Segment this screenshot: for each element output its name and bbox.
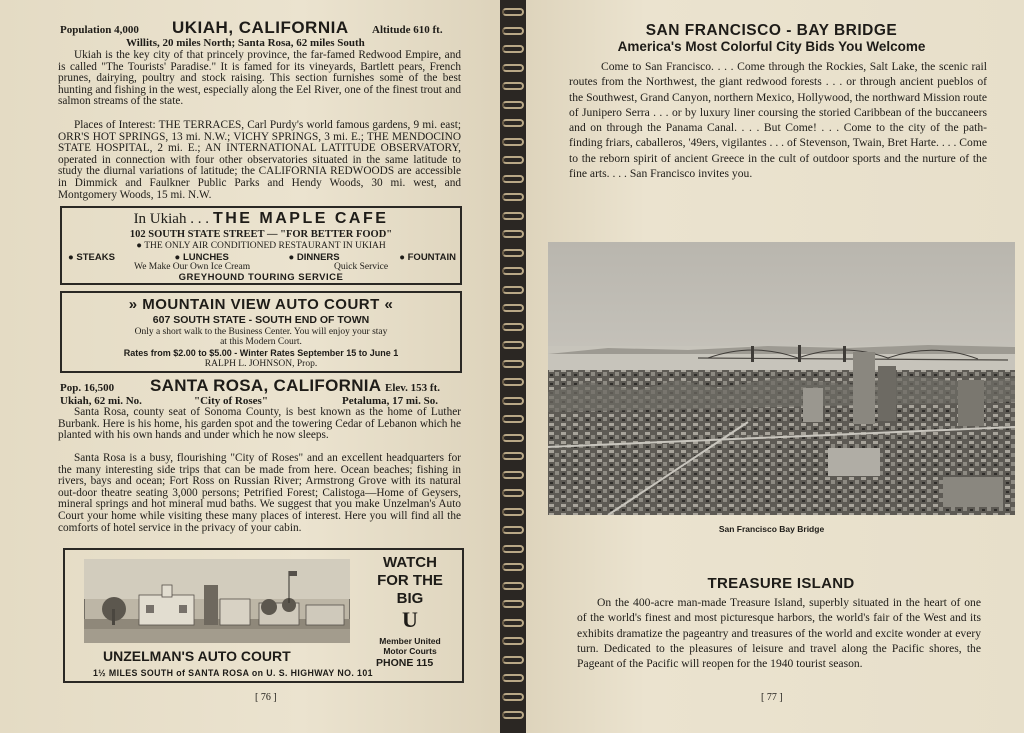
left-page bbox=[0, 0, 505, 733]
menu-item-steaks: ● STEAKS bbox=[68, 252, 115, 263]
coil bbox=[502, 193, 524, 201]
coil bbox=[502, 64, 524, 72]
ukiah-altitude: Altitude 610 ft. bbox=[372, 24, 443, 36]
santa-rosa-title: SANTA ROSA, CALIFORNIA bbox=[150, 376, 382, 395]
city-photo bbox=[548, 242, 1015, 515]
sf-intro: Come to San Francisco. . . . Come through the Rockies, Salt Lake, the scenic rail routes from the Northwest, the giant redwood forests . . . or through ancient pueblos of the Southwest, Grand Canyon, northern Mexico, Hollywood, the northward Mission route of Junipero Serra . . . or by luxury liner coursing the storied Caribbean of the buccaneers and on through the Panama Canal. . . . But Come! . . . Come to the city of the path-finding friars, caballeros, '49ers, vigilantes . . . of Stevenson, Twain, Bret Harte. . . . Come to the reborn spirit of ancient Greece in the cult of outdoor sports and the nurture of the fine arts. . . . San Francisco invites you. bbox=[569, 60, 987, 181]
coil bbox=[502, 119, 524, 127]
coil bbox=[502, 138, 524, 146]
maple-cafe-name: THE MAPLE CAFE bbox=[212, 210, 389, 227]
coil bbox=[502, 415, 524, 423]
coil bbox=[502, 526, 524, 534]
coil bbox=[502, 397, 524, 405]
coil bbox=[502, 582, 524, 590]
coil bbox=[502, 45, 524, 53]
coil bbox=[502, 304, 524, 312]
coil bbox=[502, 489, 524, 497]
coil bbox=[502, 545, 524, 553]
treasure-text: On the 400-acre man-made Treasure Island, superbly situated in the heart of one of the world's finest and most picturesque harbors, the world's fair of the West and its exhibits dramatize the pageantry and treasures of the world and excite wonder at every turn. Dedicated to the pleasures of leisure and travel along the Pacific shores, the Pageant of the Pacific will reopen for the 1940 tourist season. bbox=[577, 596, 981, 671]
treasure-title: TREASURE ISLAND bbox=[707, 575, 855, 592]
maple-cafe-menu bbox=[68, 252, 456, 263]
coil bbox=[502, 360, 524, 368]
ukiah-population: Population 4,000 bbox=[60, 24, 139, 36]
coil bbox=[502, 637, 524, 645]
coil bbox=[502, 656, 524, 664]
bullet-icon: ● bbox=[136, 241, 142, 251]
santa-rosa-sub-left: Ukiah, 62 mi. No. bbox=[60, 395, 142, 407]
watch-line-3: BIG bbox=[396, 590, 424, 607]
menu-item-dinners: ● DINNERS bbox=[288, 252, 340, 263]
unzelman-ad bbox=[63, 548, 464, 683]
menu-item-lunches: ● LUNCHES bbox=[174, 252, 229, 263]
ukiah-title: UKIAH, CALIFORNIA bbox=[172, 18, 349, 37]
santa-rosa-population: Pop. 16,500 bbox=[60, 382, 115, 394]
maple-cafe-ad bbox=[60, 206, 462, 285]
coil bbox=[502, 508, 524, 516]
unzelman-phone: PHONE 115 bbox=[376, 657, 434, 669]
member-block bbox=[365, 636, 455, 656]
santa-rosa-elevation: Elev. 153 ft. bbox=[385, 382, 440, 394]
maple-cafe-prefix: In Ukiah . . . bbox=[133, 211, 209, 227]
coil bbox=[502, 323, 524, 331]
coil bbox=[502, 600, 524, 608]
spiral-binding-icon bbox=[500, 0, 526, 733]
coil bbox=[502, 563, 524, 571]
bullet-icon: ● bbox=[68, 252, 77, 263]
member-line-2: Motor Courts bbox=[383, 646, 437, 656]
menu-item-fountain: ● FOUNTAIN bbox=[399, 252, 456, 263]
bullet-icon: ● bbox=[399, 252, 408, 263]
coil bbox=[502, 434, 524, 442]
coil bbox=[502, 674, 524, 682]
coil bbox=[502, 212, 524, 220]
santa-rosa-sub-mid: "City of Roses" bbox=[194, 395, 268, 407]
coil bbox=[502, 27, 524, 35]
watch-line-2: FOR THE bbox=[377, 572, 443, 589]
maple-cafe-service: GREYHOUND TOURING SERVICE bbox=[178, 272, 344, 283]
mountain-view-name: » MOUNTAIN VIEW AUTO COURT « bbox=[128, 296, 394, 313]
coil bbox=[502, 693, 524, 701]
unzelman-location: 1½ MILES SOUTH of SANTA ROSA on U. S. HIGHWAY NO. 101 bbox=[93, 668, 373, 678]
mountain-view-line-2: at this Modern Court. bbox=[220, 337, 302, 347]
coil bbox=[502, 286, 524, 294]
big-u: U bbox=[402, 607, 418, 632]
coil bbox=[502, 249, 524, 257]
coil bbox=[502, 619, 524, 627]
photo-caption: San Francisco Bay Bridge bbox=[718, 524, 825, 534]
ukiah-paragraph-1: Ukiah is the key city of that princely province, the far-famed Redwood Empire, and is called "The Tourists' Paradise." It is famed for its vineyards, Bartlett pears, French prunes, dairying, poultry and stock raising. This section furnishes some of the best hunting and fishing in the west, especially along the Eel River, one of the finest trout and salmon streams of the state. bbox=[58, 49, 461, 108]
mountain-view-line-1: Only a short walk to the Business Center. You will enjoy your stay bbox=[134, 327, 388, 337]
unzelman-name: UNZELMAN'S AUTO COURT bbox=[103, 648, 291, 664]
sf-title: SAN FRANCISCO - BAY BRIDGE bbox=[645, 22, 898, 39]
member-line-1: Member United bbox=[379, 636, 441, 646]
sf-subtitle: America's Most Colorful City Bids You Welcome bbox=[617, 39, 926, 54]
coil bbox=[502, 452, 524, 460]
watch-line-1: WATCH bbox=[383, 554, 437, 571]
page-number-left: [ 76 ] bbox=[255, 692, 277, 703]
santa-rosa-sub-right: Petaluma, 17 mi. So. bbox=[342, 395, 438, 407]
coil bbox=[502, 267, 524, 275]
watch-block bbox=[365, 554, 455, 632]
coil bbox=[502, 378, 524, 386]
coil bbox=[502, 341, 524, 349]
coil bbox=[502, 8, 524, 16]
coil bbox=[502, 101, 524, 109]
bullet-icon: ● bbox=[288, 252, 297, 263]
coil bbox=[502, 156, 524, 164]
right-page bbox=[519, 0, 1024, 733]
maple-cafe-tagline: THE ONLY AIR CONDITIONED RESTAURANT IN UKIAH bbox=[144, 241, 386, 251]
santa-rosa-paragraph-1: Santa Rosa, county seat of Sonoma County, is best known as the home of Luther Burbank. Here is his home, his garden spot and the towering Cedar of Lebanon which he planted with his own hands and under which he now sleeps. bbox=[58, 406, 461, 442]
coil bbox=[502, 82, 524, 90]
mountain-view-rates: Rates from $2.00 to $5.00 - Winter Rates September 15 to June 1 bbox=[123, 348, 399, 358]
coil bbox=[502, 175, 524, 183]
ukiah-paragraph-2: Places of Interest: THE TERRACES, Carl Purdy's world famous gardens, 9 mi. east; ORR'S HOT SPRINGS, 13 mi. N.W.; VICHY SPRINGS, 3 mi. E.; THE MENDOCINO STATE HOSPITAL, 2 mi. E.; AN INTERNATIONAL LATITUDE OBSERVATORY, operated in connection with four other observatories situated in the same latitude to study the diurnal variations of latitude; the CALIFORNIA REDWOODS are accessible in Dimmick and Faulkner Public Parks and Hendy Woods, 30 mi. west, and Montgomery Woods, 15 mi. N.W. bbox=[58, 119, 461, 201]
page-number-right: [ 77 ] bbox=[761, 692, 783, 703]
maple-cafe-tagline-row bbox=[62, 241, 460, 251]
mountain-view-address: 607 SOUTH STATE - SOUTH END OF TOWN bbox=[152, 314, 370, 326]
santa-rosa-paragraph-2: Santa Rosa is a busy, flourishing "City of Roses" and an excellent headquarters for the many interesting side trips that can be made from here. Ocean beaches; fishing in rivers, bays and ocean; Fort Ross on Russian River; Armstrong Grove with its natural out-door theatre seating 3,000 persons; Petrified Forest; Calistoga—Home of Geysers, mineral springs and hot mineral mud baths. We suggest that you make Unzelman's Auto Court your home while visiting these many places of interest. Here you will find all the comforts of hotel service in the privacy of your cabin. bbox=[58, 452, 461, 534]
maple-cafe-note-right: Quick Service bbox=[334, 262, 389, 272]
mountain-view-prop: RALPH L. JOHNSON, Prop. bbox=[204, 359, 318, 369]
coil bbox=[502, 230, 524, 238]
ukiah-subhead: Willits, 20 miles North; Santa Rosa, 62 miles South bbox=[126, 37, 365, 49]
maple-cafe-note-left: We Make Our Own Ice Cream bbox=[134, 262, 251, 272]
coil bbox=[502, 471, 524, 479]
maple-cafe-address: 102 SOUTH STATE STREET — "FOR BETTER FOOD" bbox=[129, 229, 393, 240]
bullet-icon: ● bbox=[174, 252, 183, 263]
coil bbox=[502, 711, 524, 719]
mountain-view-ad bbox=[60, 291, 462, 373]
motel-photo bbox=[84, 559, 350, 643]
